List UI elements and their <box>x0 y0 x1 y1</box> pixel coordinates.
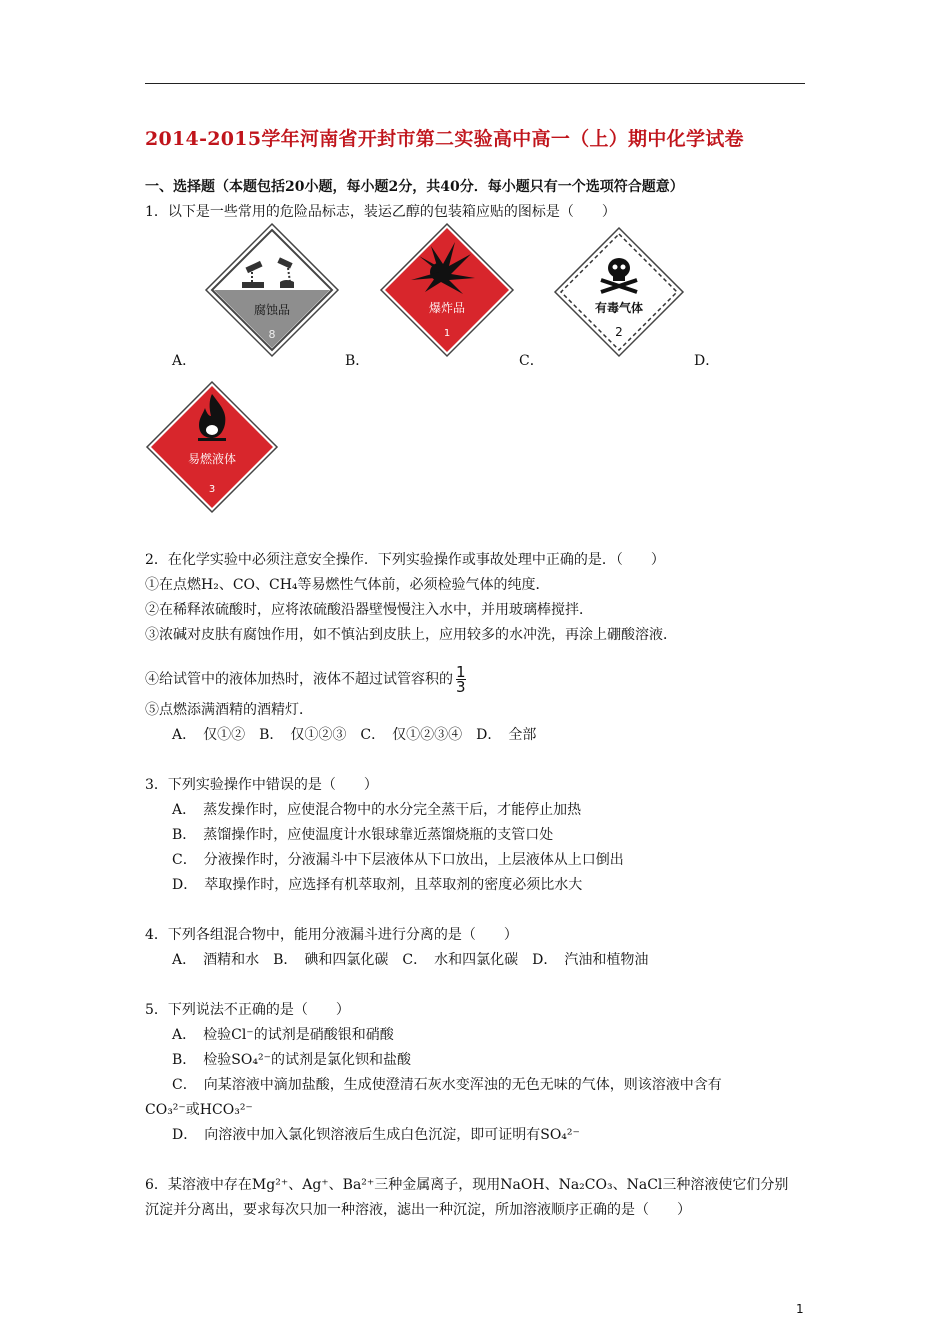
q3-option-c: C． 分液操作时，分液漏斗中下层液体从下口放出，上层液体从上口倒出 <box>172 852 624 868</box>
q4-stem: 4．下列各组混合物中，能用分液漏斗进行分离的是（ ） <box>145 927 518 943</box>
page-number: 1 <box>796 1302 804 1316</box>
q5-option-a: A． 检验Cl⁻的试剂是硝酸银和硝酸 <box>172 1027 394 1043</box>
svg-text:2: 2 <box>615 325 623 339</box>
flammable-liquid-sign <box>145 380 279 514</box>
q4-options: A． 酒精和水 B． 碘和四氯化碳 C． 水和四氯化碳 D． 汽油和植物油 <box>172 952 649 968</box>
explosive-sign <box>379 222 515 358</box>
q3-stem: 3．下列实验操作中错误的是（ ） <box>145 777 378 793</box>
q1-option-b: B． <box>345 353 370 369</box>
q1-option-d: D． <box>694 353 720 369</box>
q2-item-4: ④给试管中的液体加热时，液体不超过试管容积的 $\frac{1}{3}$ <box>145 663 466 696</box>
q1-stem: 1．以下是一些常用的危险品标志，装运乙醇的包装箱应贴的图标是（ ） <box>145 204 616 220</box>
one-third-fraction: $\frac{1}{3}$ <box>456 663 466 696</box>
toxic-gas-label: 有毒气体 <box>594 301 644 315</box>
toxic-gas-sign <box>553 226 685 358</box>
svg-text:8: 8 <box>268 328 276 341</box>
q5-option-c: C． 向某溶液中滴加盐酸，生成使澄清石灰水变浑浊的无色无味的气体，则该溶液中含有 <box>172 1077 722 1093</box>
q2-item-5: ⑤点燃添满酒精的酒精灯． <box>145 702 313 718</box>
q5-option-c-cont: CO₃²⁻或HCO₃²⁻ <box>145 1102 253 1118</box>
explosive-label: 爆炸品 <box>428 301 466 315</box>
q1-option-a: A． <box>172 353 197 369</box>
q2-item-2: ②在稀释浓硫酸时，应将浓硫酸沿器壁慢慢注入水中，并用玻璃棒搅拌． <box>145 602 593 618</box>
section-heading: 一、选择题（本题包括20小题，每小题2分，共40分．每小题只有一个选项符合题意） <box>145 179 684 195</box>
corrosive-sign <box>204 222 340 358</box>
q1-option-c: C． <box>519 353 544 369</box>
page-title: 2014-2015学年河南省开封市第二实验高中高一（上）期中化学试卷 <box>145 128 744 150</box>
flammable-liquid-label: 易燃液体 <box>187 452 237 466</box>
q3-option-d: D． 萃取操作时，应选择有机萃取剂，且萃取剂的密度必须比水大 <box>172 877 583 893</box>
q2-options: A． 仅①② B． 仅①②③ C． 仅①②③④ D． 全部 <box>172 727 537 743</box>
q3-option-a: A． 蒸发操作时，应使混合物中的水分完全蒸干后，才能停止加热 <box>172 802 582 818</box>
header-rule <box>145 83 805 84</box>
q5-stem: 5．下列说法不正确的是（ ） <box>145 1002 350 1018</box>
q5-option-d: D． 向溶液中加入氯化钡溶液后生成白色沉淀，即可证明有SO₄²⁻ <box>172 1127 580 1143</box>
q3-option-b: B． 蒸馏操作时，应使温度计水银球靠近蒸馏烧瓶的支管口处 <box>172 827 554 843</box>
q2-stem: 2．在化学实验中必须注意安全操作．下列实验操作或事故处理中正确的是．（ ） <box>145 552 665 568</box>
q2-item-1: ①在点燃H₂、CO、CH₄等易燃性气体前，必须检验气体的纯度． <box>145 577 550 593</box>
q6-line-2: 沉淀并分离出，要求每次只加一种溶液，滤出一种沉淀，所加溶液顺序正确的是（ ） <box>145 1202 691 1218</box>
svg-text:1: 1 <box>443 328 451 339</box>
q6-line-1: 6．某溶液中存在Mg²⁺、Ag⁺、Ba²⁺三种金属离子，现用NaOH、Na₂CO₃、NaCl三种溶液使它们分别 <box>145 1177 789 1193</box>
q2-item-3: ③浓碱对皮肤有腐蚀作用，如不慎沾到皮肤上，应用较多的水冲洗，再涂上硼酸溶液． <box>145 627 677 643</box>
q5-option-b: B． 检验SO₄²⁻的试剂是氯化钡和盐酸 <box>172 1052 411 1068</box>
corrosive-label: 腐蚀品 <box>253 303 291 317</box>
svg-text:3: 3 <box>208 484 216 495</box>
